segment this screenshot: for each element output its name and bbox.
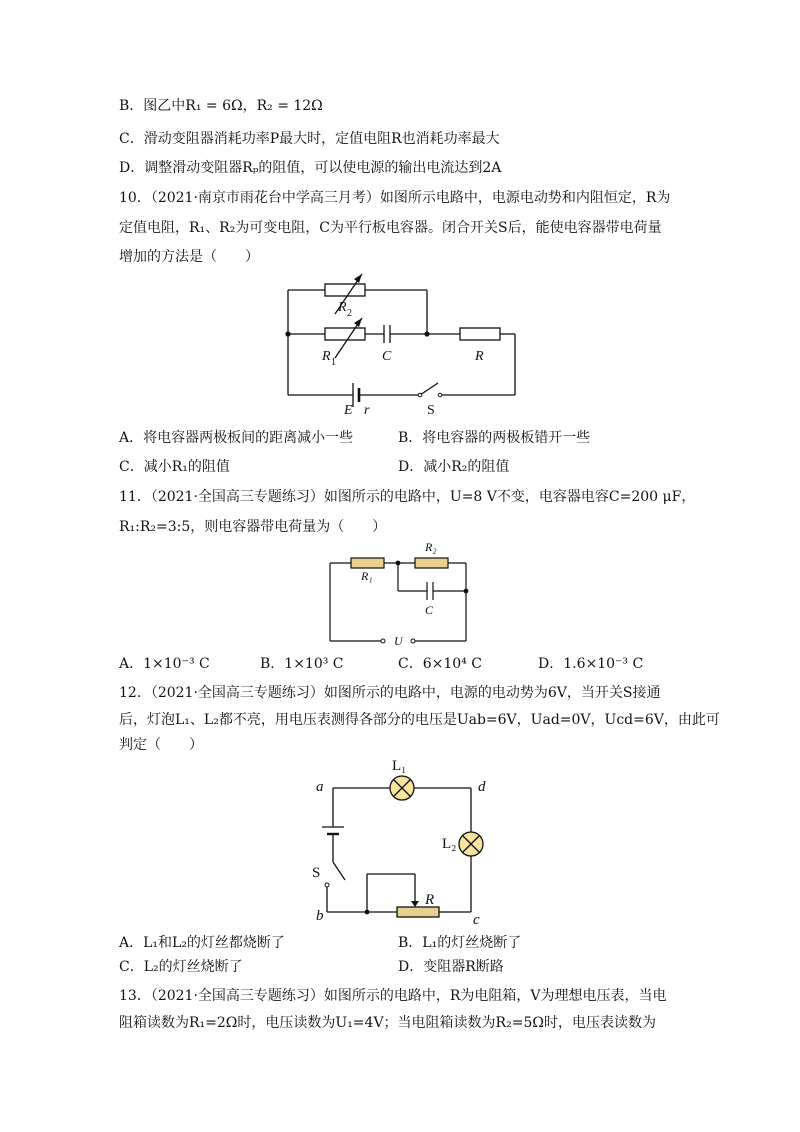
q10-label-r2: R [338, 300, 347, 315]
q12-option-d: D．变阻器R断路 [398, 959, 504, 975]
q12-label-s: S [312, 865, 321, 881]
q12-label-b: b [316, 908, 324, 924]
q11-label-u: U [394, 634, 403, 648]
q12-option-b: B．L₁的灯丝烧断了 [398, 935, 522, 951]
q11-label-c: C [425, 603, 434, 617]
q12-label-l2: L₂ [442, 836, 457, 852]
q13-stem-line1: 13．（2021·全国高三专题练习）如图所示的电路中，R为电阻箱，V为理想电压表，当电 [119, 988, 667, 1004]
q11-option-b: B．1×10³ C [260, 656, 344, 672]
q12-label-d: d [478, 779, 486, 795]
q11-circuit-diagram [325, 535, 475, 650]
q12-stem-line3: 判定（ ） [119, 737, 203, 753]
q11-option-c: C．6×10⁴ C [398, 656, 482, 672]
q12-label-a: a [316, 779, 324, 795]
q10-label-r2-sub: 2 [347, 308, 352, 319]
q12-label-l1: L₁ [392, 758, 407, 774]
q10-label-r1-sub: 1 [331, 357, 336, 368]
q10-option-a: A．将电容器两极板间的距离减小一些 [119, 430, 354, 446]
q10-label-r1: R [322, 349, 331, 364]
q11-stem-line1: 11．（2021·全国高三专题练习）如图所示的电路中，U=8 V不变，电容器电容C=200 μF， [119, 489, 696, 505]
q12-option-a: A．L₁和L₂的灯丝都烧断了 [119, 935, 285, 951]
q12-stem-line1: 12．（2021·全国高三专题练习）如图所示的电路中，电源的电动势为6V，当开关S接通 [119, 685, 661, 701]
q10-option-c: C．减小R₁的阻值 [119, 459, 230, 475]
q10-label-r: R [475, 349, 484, 364]
q11-label-r1: R₁ [361, 569, 373, 583]
q11-stem-line2: R₁:R₂=3:5，则电容器带电荷量为（ ） [119, 519, 387, 535]
q12-stem-line2: 后，灯泡L₁、L₂都不亮，用电压表测得各部分的电压是Uab=6V，Uad=0V，Ucd=6V，由此可 [119, 712, 720, 728]
q9-option-d: D．调整滑动变阻器Rₚ的阻值，可以使电源的输出电流达到2A [119, 160, 502, 176]
q11-label-r2: R₂ [425, 540, 437, 554]
q10-stem-line3: 增加的方法是（ ） [119, 249, 259, 265]
q11-option-a: A．1×10⁻³ C [119, 656, 210, 672]
q9-option-c: C．滑动变阻器消耗功率P最大时，定值电阻R也消耗功率最大 [119, 131, 500, 147]
q11-option-d: D．1.6×10⁻³ C [538, 656, 644, 672]
q10-stem-line2: 定值电阻，R₁、R₂为可变电阻，C为平行板电容器。闭合开关S后，能使电容器带电荷量 [119, 220, 662, 236]
q12-label-c: c [473, 912, 480, 928]
q10-option-b: B．将电容器的两极板错开一些 [398, 430, 591, 446]
q10-stem-line1: 10．（2021·南京市雨花台中学高三月考）如图所示电路中，电源电动势和内阻恒定，R为 [119, 190, 671, 206]
q10-label-rint: r [364, 403, 370, 418]
q12-label-r: R [425, 892, 435, 908]
q10-option-d: D．减小R₂的阻值 [398, 459, 510, 475]
q10-label-c: C [382, 349, 392, 364]
q13-stem-line2: 阻箱读数为R₁=2Ω时，电压读数为U₁=4V；当电阻箱读数为R₂=5Ω时，电压表读数为 [119, 1015, 656, 1031]
q10-label-s: S [427, 403, 435, 418]
q9-option-b: B．图乙中R₁ = 6Ω，R₂ = 12Ω [119, 98, 323, 114]
q12-option-c: C．L₂的灯丝烧断了 [119, 959, 243, 975]
q10-label-e: E [344, 403, 353, 418]
q12-circuit-diagram [305, 752, 495, 932]
q10-circuit-diagram [280, 272, 530, 422]
